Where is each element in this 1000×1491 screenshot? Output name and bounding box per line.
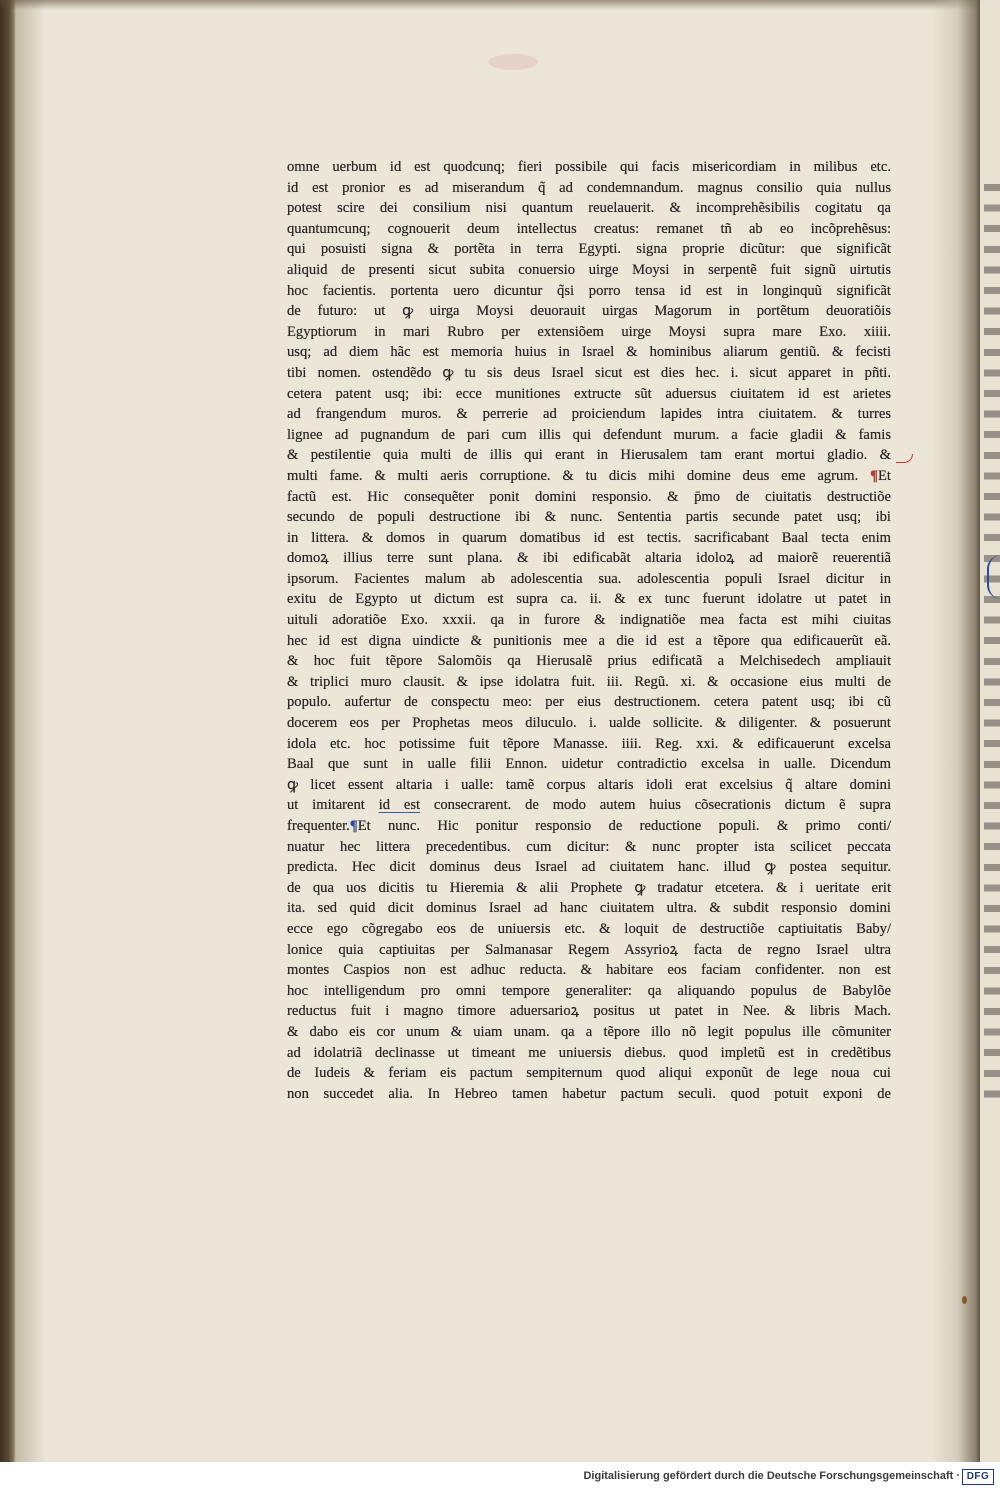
funding-credit: Digitalisierung gefördert durch die Deutsche Forschungsgemeinschaft · xyxy=(583,1470,960,1482)
underlined-phrase: id est xyxy=(378,797,421,814)
text-column xyxy=(287,157,891,1104)
text-line: predicta. Hec dicit dominus deus Israel ad ciuitatem hanc. illud ꝙ postea sequitur. xyxy=(287,859,891,876)
page-edge-shadow xyxy=(16,0,46,1462)
text-line: usq; ad diem hãc est memoria huius in Israel & hominibus aliarum gentiũ. & fecisti xyxy=(287,344,891,361)
text-line: & pestilentie quia multi de illis qui erant in Hierusalem tam erant mortui gladio. & xyxy=(287,447,891,464)
paragraph-mark-blue: ¶ xyxy=(349,818,358,834)
paragraph-mark-red: ¶ xyxy=(870,467,879,484)
text-line: exitu de Egypto ut dictum est supra ca. ii. & ex tunc fuerunt idolatre ut patet in xyxy=(287,591,891,608)
text-line: hoc intelligendum pro omni tempore generaliter: qa aliquando populus de Babylõe xyxy=(287,982,891,999)
text-line: ad idolatriã declinasse ut timeant me uniuersis diebus. quod impletũ est in credẽtibus xyxy=(287,1044,891,1061)
foxing-spot xyxy=(962,1296,967,1304)
text-line: uituli adoratiõe Exo. xxxii. qa in furore & indignatiõe mea facta est mihi ciuitas xyxy=(287,612,891,629)
text-line: nuatur hec littera precedentibus. cum dicitur: & nunc propter ista scilicet peccata xyxy=(287,838,891,855)
text-line: Baal que sunt in ualle filii Ennon. uidetur contradictio excelsa in ualle. Dicendum xyxy=(287,756,891,773)
text-line: in littera. & domos in quarum domatibus id est tectis. sacrificabant Baal tecta enim xyxy=(287,529,891,546)
text-line: Egyptiorum in mari Rubro per extensiõem uirge Moysi supra mare Exo. xiiii. xyxy=(287,323,891,340)
text-line: non succedet alia. In Hebreo tamen habetur pactum seculi. quod potuit exponi de xyxy=(287,1085,891,1102)
text-line: lignee ad pugnandum de pari cum illis qui defendunt murum. a facie gladii & famis xyxy=(287,426,891,443)
text-line: de Iudeis & feriam eis pactum sempiternum quod aliqui exponũt de lege noua cui xyxy=(287,1065,891,1082)
gutter-shadow xyxy=(930,0,980,1462)
text-line: de qua uos dicitis tu Hieremia & alii Prophete ꝙ tradatur etcetera. & i ueritate erit xyxy=(287,879,891,896)
text-line xyxy=(287,795,891,816)
text-line: lonice quia captiuitas per Salmanasar Regem Assyrioꝝ facta de regno Israel ultra xyxy=(287,941,891,958)
text-line: qui posuisti signa & portẽta in terra Egypti. signa proprie dicũtur: que significãt xyxy=(287,241,891,258)
text-line: aliquid de presenti sicut subita conuersio uirge Moysi in serpentẽ fuit signũ uirtutis xyxy=(287,261,891,278)
text-line xyxy=(287,816,891,837)
text-line: docerem eos per Prophetas meos diluculo. i. ualde sollicite. & diligenter. & posuerunt xyxy=(287,715,891,732)
text-line: de futuro: ut ꝙ uirga Moysi deuorauit uirgas Magorum in portẽtum deuoratiõis xyxy=(287,303,891,320)
text-line: hoc facientis. portenta uero dicuntur q̃si porro tensa id est in longinquũ significãt xyxy=(287,282,891,299)
text-line: ꝙ licet essent altaria i ualle: tamẽ corpus altaris idoli erat excelsius q̃ altare domini xyxy=(287,776,891,793)
text-line: ad frangendum muros. & perrerie ad proiciendum lapides intra ciuitatem. & turres xyxy=(287,406,891,423)
text-line: potest scire dei consilium nisi quantum reuelauerit. & incomprehẽsibilis cogitatu qa xyxy=(287,200,891,217)
text-line: montes Caspios non est adhuc reducta. & habitare eos faciam confidenter. non est xyxy=(287,962,891,979)
dfg-logo[interactable]: DFG xyxy=(962,1469,994,1485)
book-binding xyxy=(0,0,16,1462)
text-line: ita. sed quid dicit dominus Israel ad hanc ciuitatem ultra. & subdit responsio domini xyxy=(287,900,891,917)
text-line: & hoc fuit tẽpore Salomõis qa Hierusalẽ prius edificatã a Melchisedech ampliauit xyxy=(287,653,891,670)
faint-library-stamp xyxy=(488,54,538,70)
text-segment: multi fame. & multi aeris corruptione. & tu dicis mihi domine deus eme agrum. xyxy=(287,467,871,484)
text-line: id est pronior es ad miserandum q̃ ad condemnandum. magnus consilio quia nullus xyxy=(287,179,891,196)
text-line: & dabo eis cor unum & uiam unam. qa a tẽpore illo nõ legit populus ille cõmuniter xyxy=(287,1023,891,1040)
text-line: tibi nomen. ostendẽdo ꝙ tu sis deus Israel sicut est dies hec. i. sicut apparet in pñti. xyxy=(287,364,891,381)
text-line: ipsorum. Facientes malum ab adolescentia sua. adolescentia populi Israel dicitur in xyxy=(287,570,891,587)
text-line: reductus fuit i magno timore aduersarioꝝ positus ut patet in Nee. & libris Mach. xyxy=(287,1003,891,1020)
adjacent-page-text-fragments xyxy=(984,178,1000,1108)
text-line: & triplici muro clausit. & ipse idolatra fuit. iii. Regũ. xi. & occasione eius multi de xyxy=(287,673,891,690)
top-edge-shadow xyxy=(0,0,1000,10)
text-line xyxy=(287,466,891,487)
text-segment: Et xyxy=(878,467,891,484)
text-line: populo. aufertur de conspectu meo: per eius destructionem. cetera patent usq; ibi cũ xyxy=(287,694,891,711)
text-line: omne uerbum id est quodcunq; fieri possibile qui facis misericordiam in milibus etc. xyxy=(287,159,891,175)
text-segment: Et nunc. Hic ponitur responsio de reductione populi. & primo conti/ xyxy=(357,818,891,834)
text-line: hec id est digna uindicte & punitionis mee a die id est a tẽpore qua edificauerũt eã. xyxy=(287,632,891,649)
text-segment: ut imitarent xyxy=(287,797,379,814)
adjacent-blue-rubric-stroke xyxy=(987,555,1000,599)
text-line: ecce ego cõgregabo eos de uniuersis etc. & loquit de destructiõe captiuitatis Baby/ xyxy=(287,920,891,937)
text-segment: consecrarent. de modo autem huius cõsecrationis dictum ẽ supra xyxy=(420,797,891,814)
text-line: quantumcunq; cognouerit deum intellectus creatus: remanet tñ ab eo incõprehẽsus: xyxy=(287,220,891,237)
text-line: domoꝝ illius terre sunt plana. & ibi edificabãt altaria idoloꝝ ad maiorẽ reuerentiã xyxy=(287,550,891,567)
text-line: factũ est. Hic consequẽter ponit domini responsio. & p̄mo de ciuitatis destructiõe xyxy=(287,488,891,505)
text-segment: frequenter. xyxy=(287,818,350,834)
digitization-footer xyxy=(0,1462,1000,1491)
text-line: cetera patent usq; ibi: ecce munitiones extructe sũt aduersus ciuitatem id est arietes xyxy=(287,385,891,402)
red-rubric-flourish xyxy=(896,454,913,463)
text-line: secundo de populi destructione ibi & nunc. Sententia partis secunde patet usq; ibi xyxy=(287,509,891,526)
text-line: idola etc. hoc potissime fuit tẽpore Manasse. iiii. Reg. xxi. & edificauerunt excelsa xyxy=(287,735,891,752)
